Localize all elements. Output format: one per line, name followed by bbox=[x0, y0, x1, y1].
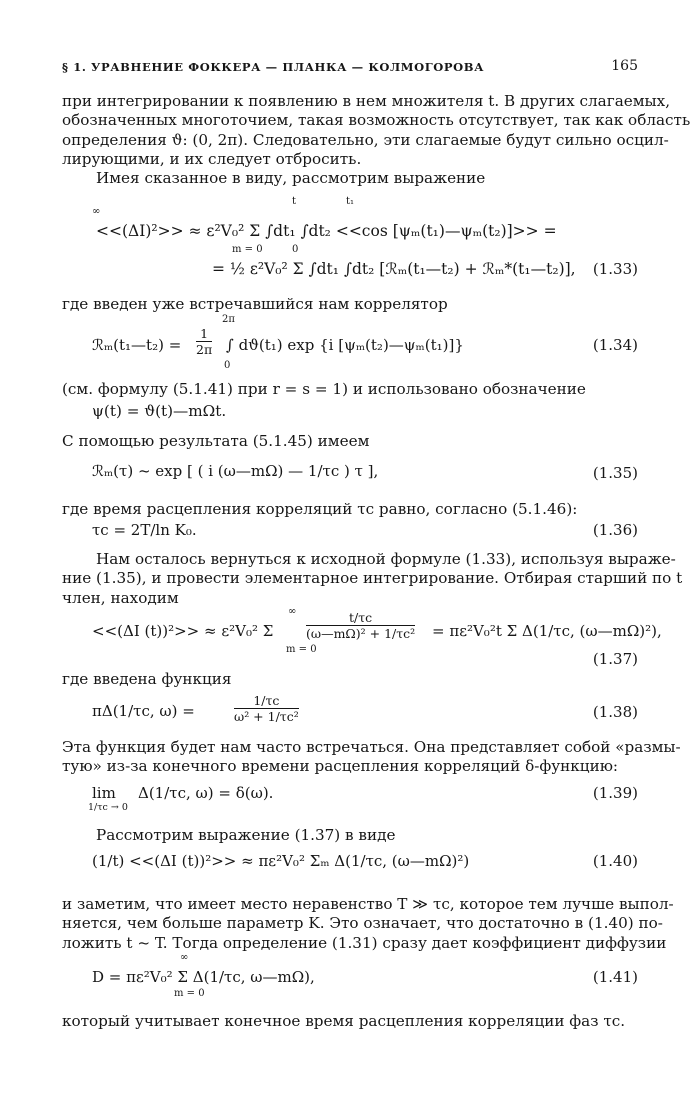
int-lower-limit: 0 bbox=[224, 360, 231, 371]
text-line: Нам осталось вернуться к исходной формуле (1.33), используя выраже- bbox=[96, 550, 676, 568]
equation-line: = ½ ε²V₀² Σ ∫dt₁ ∫dt₂ [ℛₘ(t₁—t₂) + ℛₘ*(t₁—t₂)], bbox=[212, 260, 576, 278]
equation-body: τc = 2T/ln K₀. bbox=[92, 521, 197, 539]
text-line: определения ϑ: (0, 2π). Следовательно, эти слагаемые будут сильно осцил- bbox=[62, 130, 669, 149]
sum-upper-limit: ∞ bbox=[92, 206, 101, 217]
int-upper-limit: t₁ bbox=[346, 196, 355, 207]
numerator: 1/τc bbox=[234, 693, 299, 709]
equation-line: <<(ΔI)²>> ≈ ε²V₀² Σ ∫dt₁ ∫dt₂ <<cos [ψₘ(t₁)—ψₘ(t₂)]>> = bbox=[96, 222, 557, 240]
paragraph-10 bbox=[62, 826, 672, 845]
equation-number: (1.33) bbox=[592, 260, 638, 278]
int-upper-limit: 2π bbox=[222, 314, 235, 325]
fraction bbox=[306, 610, 415, 641]
equation-1-35 bbox=[62, 460, 638, 488]
equation-lhs: ℛₘ(t₁—t₂) = bbox=[92, 336, 182, 354]
sum-upper-limit: ∞ bbox=[288, 606, 297, 617]
text-line: няется, чем больше параметр K. Это означает, что достаточно в (1.40) по- bbox=[62, 914, 663, 933]
paragraph-4 bbox=[62, 380, 638, 422]
text-line: тую» из-за конечного времени расцепления корреляций δ-функцию: bbox=[62, 757, 619, 776]
equation-1-36 bbox=[62, 521, 638, 541]
text-line: лирующими, и их следует отбросить. bbox=[62, 150, 362, 169]
text-line: член, находим bbox=[62, 588, 179, 607]
fraction bbox=[196, 326, 212, 357]
paragraph-6 bbox=[62, 500, 638, 519]
numerator: 1 bbox=[196, 326, 212, 342]
paragraph-2 bbox=[62, 169, 672, 188]
equation-lhs: πΔ(1/τc, ω) = bbox=[92, 702, 195, 720]
equation-body: D = πε²V₀² Σ Δ(1/τc, ω—mΩ), bbox=[92, 968, 315, 986]
text-line: (см. формулу (5.1.41) при r = s = 1) и использовано обозначение bbox=[62, 380, 586, 398]
numerator: t/τc bbox=[306, 610, 415, 626]
sum-upper-limit: ∞ bbox=[180, 952, 189, 963]
equation-body: Δ(1/τc, ω) = δ(ω). bbox=[138, 784, 274, 802]
text-line: С помощью результата (5.1.45) имеем bbox=[62, 432, 370, 450]
equation-1-40 bbox=[62, 850, 638, 880]
equation-number: (1.37) bbox=[592, 650, 638, 668]
text-line: обозначенных многоточием, такая возможность отсутствует, так как область bbox=[62, 111, 691, 130]
equation-number: (1.40) bbox=[592, 852, 638, 870]
int-upper-limit: t bbox=[292, 196, 297, 207]
equation-number: (1.35) bbox=[592, 464, 638, 482]
sum-lower-limit: m = 0 bbox=[232, 244, 263, 255]
equation-lhs: <<(ΔI (t))²>> ≈ ε²V₀² Σ bbox=[92, 622, 274, 640]
equation-number: (1.41) bbox=[592, 968, 638, 986]
limit-word: lim bbox=[92, 784, 116, 802]
section-title: § 1. УРАВНЕНИЕ ФОККЕРА — ПЛАНКА — КОЛМОГОРОВА bbox=[62, 60, 485, 74]
equation-number: (1.36) bbox=[592, 521, 638, 539]
text-line: ние (1.35), и провести элементарное интегрирование. Отбирая старший по t bbox=[62, 569, 683, 588]
text-line: Эта функция будет нам часто встречаться. Она представляет собой «размы- bbox=[62, 738, 681, 756]
text-line: где введен уже встречавшийся нам коррелятор bbox=[62, 295, 448, 313]
equation-rhs: ∫ dϑ(t₁) exp {i [ψₘ(t₂)—ψₘ(t₁)]} bbox=[226, 336, 464, 354]
sum-lower-limit: m = 0 bbox=[174, 988, 205, 999]
equation-number: (1.39) bbox=[592, 784, 638, 802]
paragraph-12 bbox=[62, 1012, 638, 1031]
equation-number: (1.34) bbox=[592, 336, 638, 354]
paragraph-1 bbox=[62, 92, 691, 170]
denominator: (ω—mΩ)² + 1/τc² bbox=[306, 626, 416, 641]
denominator: ω² + 1/τc² bbox=[234, 709, 299, 724]
equation-number: (1.38) bbox=[592, 703, 638, 721]
text-line: где время расцепления корреляций τc равно, согласно (5.1.46): bbox=[62, 500, 578, 518]
page-number: 165 bbox=[611, 58, 638, 74]
paragraph-11 bbox=[62, 895, 674, 953]
limit-subscript: 1/τc → 0 bbox=[88, 802, 128, 813]
equation-1-39 bbox=[62, 782, 638, 816]
equation-body: ℛₘ(τ) ~ exp [ ( i (ω—mΩ) — 1/τc ) τ ], bbox=[92, 462, 379, 480]
paragraph-9 bbox=[62, 738, 681, 777]
equation-1-41 bbox=[62, 952, 638, 1004]
equation-1-33 bbox=[62, 196, 638, 288]
running-header bbox=[62, 58, 638, 78]
text-line: где введена функция bbox=[62, 670, 232, 688]
denominator: 2π bbox=[196, 342, 213, 357]
text-line: Имея сказанное в виду, рассмотрим выражение bbox=[96, 169, 486, 187]
paragraph-7 bbox=[62, 550, 683, 608]
equation-rhs: = πε²V₀²t Σ Δ(1/τc, (ω—mΩ)²), bbox=[432, 622, 662, 640]
equation-1-37 bbox=[62, 606, 662, 668]
text-line: ψ(t) = ϑ(t)—mΩt. bbox=[92, 402, 227, 421]
text-line: который учитывает конечное время расцепления корреляции фаз τc. bbox=[62, 1012, 626, 1030]
text-line: и заметим, что имеет место неравенство T ≫ τc, которое тем лучше выпол- bbox=[62, 895, 674, 913]
equation-1-38 bbox=[62, 693, 638, 729]
equation-body: (1/t) <<(ΔI (t))²>> ≈ πε²V₀² Σₘ Δ(1/τc, (ω—mΩ)²) bbox=[92, 852, 470, 870]
sum-lower-limit: m = 0 bbox=[286, 644, 317, 655]
paragraph-3 bbox=[62, 295, 638, 314]
paragraph-8 bbox=[62, 670, 638, 689]
paragraph-5 bbox=[62, 432, 638, 451]
text-line: при интегрировании к появлению в нем множителя t. В других слагаемых, bbox=[62, 92, 671, 110]
equation-1-34 bbox=[62, 314, 638, 376]
text-line: ложить t ~ T. Тогда определение (1.31) сразу дает коэффициент диффузии bbox=[62, 933, 667, 952]
fraction bbox=[234, 693, 299, 724]
text-line: Рассмотрим выражение (1.37) в виде bbox=[96, 826, 396, 844]
int-lower-limit: 0 bbox=[292, 244, 299, 255]
